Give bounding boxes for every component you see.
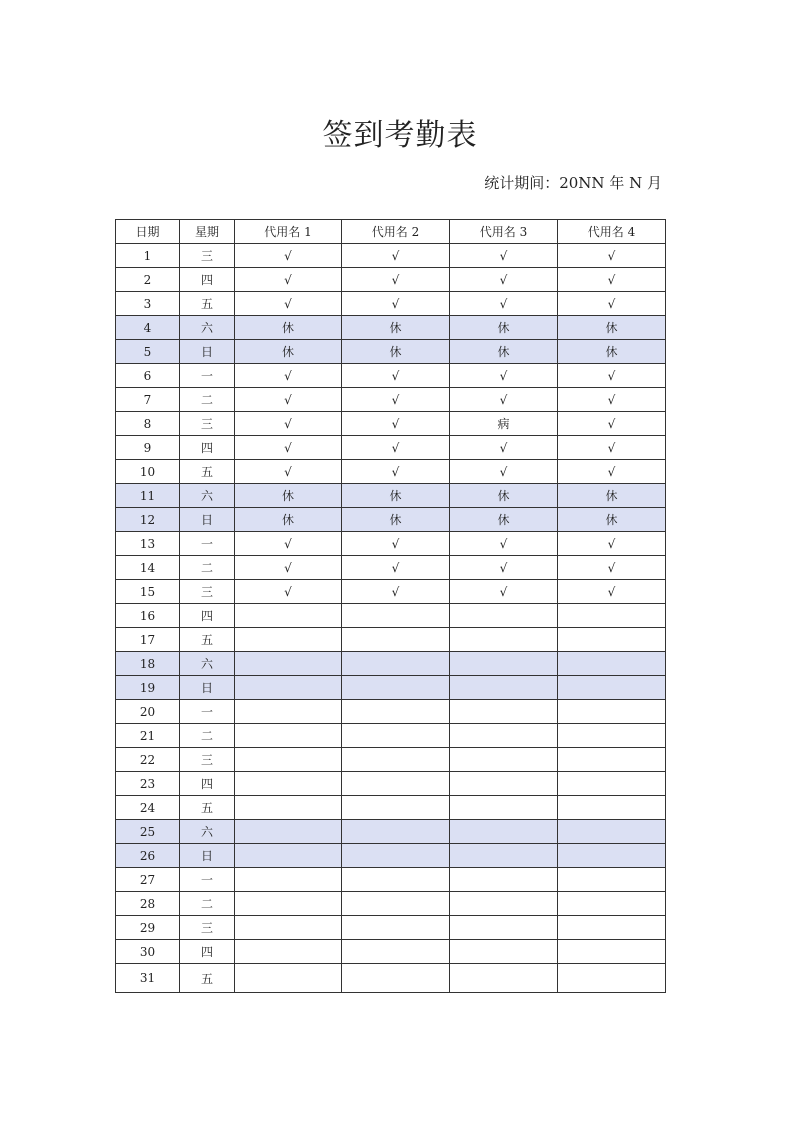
cell-attendance-name-3	[450, 796, 558, 820]
cell-attendance-name-3	[450, 772, 558, 796]
cell-weekday: 三	[180, 580, 235, 604]
table-row	[116, 892, 666, 916]
cell-attendance-name-4: 休	[558, 340, 666, 364]
cell-attendance-name-4	[558, 940, 666, 964]
cell-attendance-name-3: √	[450, 532, 558, 556]
table-row	[116, 412, 666, 436]
cell-weekday: 日	[180, 676, 235, 700]
table-row	[116, 316, 666, 340]
cell-date: 1	[116, 244, 180, 268]
table-row	[116, 556, 666, 580]
cell-date: 6	[116, 364, 180, 388]
cell-attendance-name-4: √	[558, 268, 666, 292]
cell-attendance-name-4: √	[558, 532, 666, 556]
cell-attendance-name-3	[450, 964, 558, 993]
cell-attendance-name-2: √	[342, 556, 450, 580]
table-row	[116, 628, 666, 652]
cell-attendance-name-4: √	[558, 436, 666, 460]
cell-attendance-name-3: √	[450, 268, 558, 292]
cell-attendance-name-2	[342, 652, 450, 676]
cell-attendance-name-3: √	[450, 244, 558, 268]
cell-attendance-name-1: 休	[235, 484, 342, 508]
cell-attendance-name-1: 休	[235, 316, 342, 340]
cell-attendance-name-2	[342, 892, 450, 916]
table-row	[116, 436, 666, 460]
table-body	[116, 244, 666, 993]
cell-attendance-name-2	[342, 748, 450, 772]
cell-attendance-name-3: √	[450, 292, 558, 316]
cell-attendance-name-2	[342, 964, 450, 993]
table-row	[116, 484, 666, 508]
cell-weekday: 五	[180, 628, 235, 652]
cell-attendance-name-3: √	[450, 364, 558, 388]
cell-attendance-name-4	[558, 748, 666, 772]
cell-date: 25	[116, 820, 180, 844]
cell-weekday: 日	[180, 508, 235, 532]
cell-date: 24	[116, 796, 180, 820]
cell-attendance-name-3: 休	[450, 508, 558, 532]
header-name-1: 代用名 1	[235, 220, 342, 244]
cell-attendance-name-2: √	[342, 580, 450, 604]
cell-attendance-name-4: 休	[558, 484, 666, 508]
cell-weekday: 四	[180, 436, 235, 460]
cell-attendance-name-1	[235, 748, 342, 772]
cell-attendance-name-1	[235, 892, 342, 916]
cell-attendance-name-1	[235, 628, 342, 652]
cell-date: 26	[116, 844, 180, 868]
table-row	[116, 676, 666, 700]
cell-attendance-name-3: √	[450, 388, 558, 412]
cell-attendance-name-3	[450, 700, 558, 724]
table-header-row	[116, 220, 666, 244]
cell-attendance-name-2: √	[342, 244, 450, 268]
cell-weekday: 三	[180, 412, 235, 436]
cell-attendance-name-1: √	[235, 532, 342, 556]
cell-attendance-name-3	[450, 940, 558, 964]
cell-date: 17	[116, 628, 180, 652]
cell-attendance-name-2	[342, 628, 450, 652]
cell-attendance-name-4	[558, 700, 666, 724]
cell-date: 4	[116, 316, 180, 340]
cell-weekday: 一	[180, 700, 235, 724]
cell-attendance-name-3: √	[450, 436, 558, 460]
header-weekday: 星期	[180, 220, 235, 244]
cell-weekday: 五	[180, 964, 235, 993]
table-row	[116, 532, 666, 556]
cell-weekday: 四	[180, 268, 235, 292]
cell-date: 22	[116, 748, 180, 772]
cell-attendance-name-4: √	[558, 412, 666, 436]
cell-attendance-name-3	[450, 724, 558, 748]
cell-attendance-name-4	[558, 676, 666, 700]
cell-date: 2	[116, 268, 180, 292]
table-row	[116, 292, 666, 316]
cell-attendance-name-4: 休	[558, 508, 666, 532]
cell-attendance-name-2: 休	[342, 340, 450, 364]
cell-attendance-name-1	[235, 724, 342, 748]
cell-attendance-name-3	[450, 628, 558, 652]
cell-attendance-name-4	[558, 628, 666, 652]
cell-attendance-name-2	[342, 844, 450, 868]
cell-attendance-name-3: 休	[450, 316, 558, 340]
cell-attendance-name-2	[342, 916, 450, 940]
cell-attendance-name-3: √	[450, 556, 558, 580]
cell-attendance-name-1: √	[235, 244, 342, 268]
cell-weekday: 五	[180, 292, 235, 316]
cell-attendance-name-2: √	[342, 412, 450, 436]
cell-attendance-name-3: 休	[450, 340, 558, 364]
cell-weekday: 四	[180, 940, 235, 964]
cell-weekday: 六	[180, 820, 235, 844]
cell-attendance-name-2: √	[342, 364, 450, 388]
table-row	[116, 268, 666, 292]
cell-attendance-name-3: 病	[450, 412, 558, 436]
cell-attendance-name-4: √	[558, 556, 666, 580]
cell-attendance-name-1	[235, 796, 342, 820]
cell-attendance-name-1	[235, 604, 342, 628]
cell-attendance-name-2	[342, 940, 450, 964]
cell-date: 29	[116, 916, 180, 940]
cell-attendance-name-1	[235, 916, 342, 940]
cell-attendance-name-1: √	[235, 556, 342, 580]
cell-date: 9	[116, 436, 180, 460]
cell-attendance-name-3	[450, 676, 558, 700]
cell-weekday: 三	[180, 244, 235, 268]
cell-attendance-name-2: √	[342, 292, 450, 316]
cell-attendance-name-2	[342, 796, 450, 820]
cell-attendance-name-1: √	[235, 292, 342, 316]
cell-attendance-name-4: √	[558, 364, 666, 388]
table-row	[116, 340, 666, 364]
cell-weekday: 二	[180, 724, 235, 748]
cell-attendance-name-4	[558, 604, 666, 628]
table-row	[116, 244, 666, 268]
cell-attendance-name-1	[235, 676, 342, 700]
cell-attendance-name-1	[235, 868, 342, 892]
cell-attendance-name-4	[558, 652, 666, 676]
cell-attendance-name-2: 休	[342, 508, 450, 532]
cell-attendance-name-3	[450, 604, 558, 628]
cell-attendance-name-1: √	[235, 580, 342, 604]
cell-date: 5	[116, 340, 180, 364]
cell-attendance-name-4	[558, 964, 666, 993]
cell-attendance-name-1: √	[235, 412, 342, 436]
cell-attendance-name-4	[558, 820, 666, 844]
header-name-2: 代用名 2	[342, 220, 450, 244]
cell-weekday: 三	[180, 916, 235, 940]
table-row	[116, 964, 666, 993]
cell-attendance-name-4	[558, 724, 666, 748]
cell-date: 19	[116, 676, 180, 700]
cell-weekday: 二	[180, 556, 235, 580]
cell-attendance-name-4	[558, 916, 666, 940]
cell-attendance-name-3	[450, 892, 558, 916]
page-title: 签到考勤表	[322, 118, 478, 153]
cell-date: 15	[116, 580, 180, 604]
cell-date: 31	[116, 964, 180, 993]
cell-weekday: 一	[180, 532, 235, 556]
cell-attendance-name-1: √	[235, 460, 342, 484]
cell-attendance-name-2	[342, 724, 450, 748]
cell-attendance-name-2	[342, 772, 450, 796]
header-name-3: 代用名 3	[450, 220, 558, 244]
cell-weekday: 一	[180, 364, 235, 388]
cell-weekday: 一	[180, 868, 235, 892]
cell-attendance-name-3	[450, 844, 558, 868]
cell-attendance-name-1	[235, 820, 342, 844]
cell-attendance-name-3	[450, 652, 558, 676]
table-row	[116, 820, 666, 844]
cell-attendance-name-1: √	[235, 388, 342, 412]
cell-attendance-name-4: √	[558, 292, 666, 316]
cell-attendance-name-4: √	[558, 580, 666, 604]
cell-attendance-name-2: 休	[342, 316, 450, 340]
cell-weekday: 日	[180, 844, 235, 868]
cell-attendance-name-3	[450, 820, 558, 844]
cell-attendance-name-2	[342, 868, 450, 892]
table-row	[116, 916, 666, 940]
cell-weekday: 三	[180, 748, 235, 772]
cell-attendance-name-1	[235, 652, 342, 676]
cell-date: 30	[116, 940, 180, 964]
cell-attendance-name-2	[342, 676, 450, 700]
cell-attendance-name-4	[558, 844, 666, 868]
cell-attendance-name-2	[342, 820, 450, 844]
cell-attendance-name-3	[450, 868, 558, 892]
cell-weekday: 六	[180, 484, 235, 508]
header-name-4: 代用名 4	[558, 220, 666, 244]
cell-weekday: 二	[180, 388, 235, 412]
table-row	[116, 772, 666, 796]
table-row	[116, 940, 666, 964]
cell-date: 14	[116, 556, 180, 580]
cell-date: 7	[116, 388, 180, 412]
cell-attendance-name-4: √	[558, 460, 666, 484]
table-row	[116, 652, 666, 676]
cell-date: 23	[116, 772, 180, 796]
cell-weekday: 六	[180, 316, 235, 340]
cell-attendance-name-1: √	[235, 364, 342, 388]
cell-attendance-name-1	[235, 772, 342, 796]
cell-attendance-name-2: √	[342, 268, 450, 292]
cell-attendance-name-3: √	[450, 580, 558, 604]
cell-date: 12	[116, 508, 180, 532]
cell-attendance-name-1: √	[235, 436, 342, 460]
table-row	[116, 844, 666, 868]
cell-attendance-name-4	[558, 796, 666, 820]
cell-weekday: 五	[180, 460, 235, 484]
table-row	[116, 508, 666, 532]
cell-date: 20	[116, 700, 180, 724]
table-row	[116, 364, 666, 388]
cell-weekday: 四	[180, 604, 235, 628]
cell-weekday: 六	[180, 652, 235, 676]
cell-attendance-name-1	[235, 940, 342, 964]
cell-attendance-name-1: 休	[235, 340, 342, 364]
cell-attendance-name-2	[342, 604, 450, 628]
cell-date: 3	[116, 292, 180, 316]
statistics-period: 统计期间：20NN 年 N 月	[484, 174, 662, 192]
table-row	[116, 868, 666, 892]
cell-attendance-name-3	[450, 748, 558, 772]
cell-attendance-name-4	[558, 892, 666, 916]
cell-attendance-name-4	[558, 772, 666, 796]
cell-attendance-name-2: √	[342, 460, 450, 484]
cell-date: 13	[116, 532, 180, 556]
cell-attendance-name-3: √	[450, 460, 558, 484]
cell-attendance-name-4	[558, 868, 666, 892]
cell-attendance-name-2: 休	[342, 484, 450, 508]
cell-attendance-name-1	[235, 964, 342, 993]
table-row	[116, 604, 666, 628]
cell-attendance-name-4: √	[558, 388, 666, 412]
table-row	[116, 580, 666, 604]
cell-attendance-name-4: √	[558, 244, 666, 268]
table-row	[116, 460, 666, 484]
cell-attendance-name-2: √	[342, 436, 450, 460]
cell-attendance-name-1	[235, 700, 342, 724]
cell-date: 21	[116, 724, 180, 748]
cell-weekday: 四	[180, 772, 235, 796]
table-row	[116, 724, 666, 748]
table-row	[116, 796, 666, 820]
cell-date: 8	[116, 412, 180, 436]
cell-weekday: 五	[180, 796, 235, 820]
cell-date: 18	[116, 652, 180, 676]
table-row	[116, 748, 666, 772]
cell-date: 28	[116, 892, 180, 916]
cell-attendance-name-3	[450, 916, 558, 940]
table-row	[116, 388, 666, 412]
table-row	[116, 700, 666, 724]
cell-date: 11	[116, 484, 180, 508]
header-date: 日期	[116, 220, 180, 244]
cell-weekday: 二	[180, 892, 235, 916]
attendance-table	[115, 219, 666, 993]
cell-attendance-name-2: √	[342, 532, 450, 556]
cell-attendance-name-1: 休	[235, 508, 342, 532]
cell-attendance-name-1: √	[235, 268, 342, 292]
cell-attendance-name-3: 休	[450, 484, 558, 508]
cell-attendance-name-4: 休	[558, 316, 666, 340]
cell-attendance-name-2: √	[342, 388, 450, 412]
cell-attendance-name-1	[235, 844, 342, 868]
cell-attendance-name-2	[342, 700, 450, 724]
cell-weekday: 日	[180, 340, 235, 364]
cell-date: 16	[116, 604, 180, 628]
cell-date: 27	[116, 868, 180, 892]
cell-date: 10	[116, 460, 180, 484]
